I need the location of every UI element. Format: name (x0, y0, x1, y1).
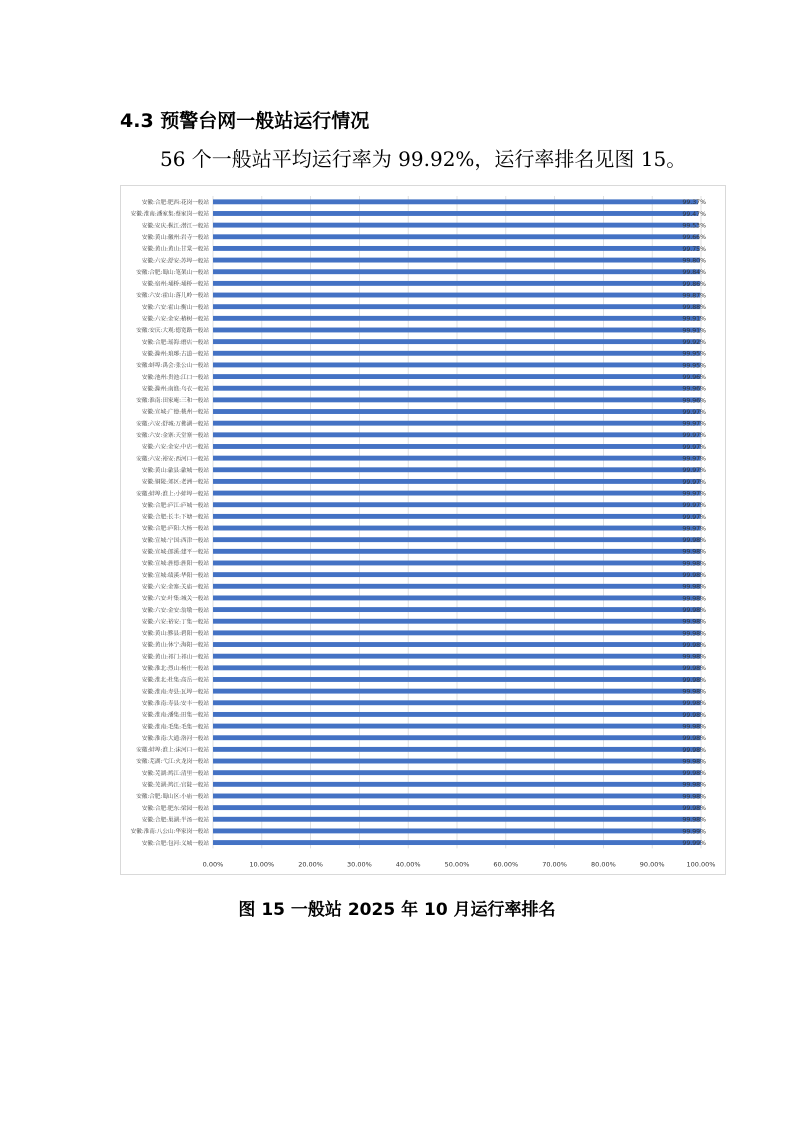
bar (213, 351, 701, 356)
bar (213, 677, 701, 682)
bar (213, 712, 701, 717)
bar (213, 223, 699, 228)
data-label: 99.53% (682, 222, 706, 230)
data-label: 99.97% (682, 525, 706, 533)
category-label: 安徽:蚌埠:淮上:沫河口一般站 (136, 747, 209, 754)
x-tick-label: 40.00% (395, 860, 421, 869)
data-label: 99.99% (682, 839, 706, 847)
data-label: 99.98% (682, 805, 706, 813)
category-label: 安徽:合肥:蜀山区:小庙一般站 (136, 794, 209, 801)
data-label: 99.98% (682, 746, 706, 754)
data-label: 99.98% (682, 688, 706, 696)
category-label: 安徽:六安:舒安:苏埠一般站 (141, 258, 209, 265)
data-label: 99.97% (682, 478, 706, 486)
chart-container (120, 185, 726, 875)
bar (213, 258, 700, 263)
bar (213, 397, 701, 402)
data-label: 99.97% (682, 455, 706, 463)
ranking-bar-chart (121, 186, 725, 874)
data-label: 99.97% (682, 408, 706, 416)
bar (213, 502, 701, 507)
bar (213, 654, 701, 659)
data-label: 99.84% (682, 269, 706, 277)
category-label: 安徽:滁州:南谯:乌衣一般站 (141, 386, 209, 393)
bar (213, 607, 701, 612)
category-label: 安徽:淮南:寿县:瓦埠一般站 (141, 689, 209, 696)
bar (213, 561, 701, 566)
data-label: 99.98% (682, 583, 706, 591)
data-label: 99.95% (682, 362, 706, 370)
bar (213, 432, 701, 437)
data-label: 99.47% (682, 210, 706, 218)
category-label: 安徽:六安:裕安:丁集一般站 (141, 619, 209, 626)
intro-paragraph: 56 个一般站平均运行率为 99.92%，运行率排名见图 15。 (160, 147, 687, 171)
bar (213, 386, 701, 391)
data-label: 99.91% (682, 315, 706, 323)
data-label: 99.98% (682, 560, 706, 568)
data-label: 99.98% (682, 700, 706, 708)
x-tick-label: 60.00% (493, 860, 519, 869)
bar (213, 328, 701, 333)
data-label: 99.98% (682, 537, 706, 545)
x-tick-label: 90.00% (639, 860, 665, 869)
data-label: 99.98% (682, 630, 706, 638)
data-label: 99.98% (682, 781, 706, 789)
data-label: 99.75% (682, 245, 706, 253)
category-label: 安徽:宣城:郎溪:建平一般站 (141, 549, 209, 556)
bar (213, 805, 701, 810)
bar (213, 817, 701, 822)
category-label: 安徽:淮南:潘家集:蔡家岗一般站 (130, 211, 209, 218)
category-label: 安徽:合肥:长丰:下塘一般站 (141, 514, 209, 521)
bar (213, 549, 701, 554)
bar (213, 526, 701, 531)
data-label: 99.98% (682, 735, 706, 743)
data-label: 99.98% (682, 816, 706, 824)
section-heading: 4.3 预警台网一般站运行情况 (120, 110, 370, 132)
category-label: 安徽:合肥:蜀山:笔架山一般站 (136, 269, 209, 276)
category-label: 安徽:铜陵:郊区:老洲一般站 (141, 479, 209, 486)
category-label: 安徽:合肥:庐阳:大杨一般站 (141, 526, 209, 533)
data-label: 99.98% (682, 723, 706, 731)
category-label: 安徽:六安:金安:中店一般站 (141, 444, 209, 451)
data-label: 99.98% (682, 758, 706, 766)
data-label: 99.37% (682, 199, 706, 207)
bar (213, 514, 701, 519)
data-label: 99.98% (682, 548, 706, 556)
bar (213, 362, 701, 367)
data-label: 99.97% (682, 502, 706, 510)
category-label: 安徽:宣城:旌德:旌阳一般站 (141, 561, 209, 568)
data-label: 99.96% (682, 397, 706, 405)
bar (213, 770, 701, 775)
bar (213, 665, 701, 670)
data-label: 99.87% (682, 292, 706, 300)
bar (213, 304, 700, 309)
category-label: 安徽:芜湖:鸠江:清里一般站 (141, 770, 209, 777)
category-label: 安徽:蚌埠:淮上:小蚌埠一般站 (136, 491, 209, 498)
category-label: 安徽:宣城:广德:桃州一般站 (141, 409, 209, 416)
x-tick-label: 10.00% (249, 860, 275, 869)
bar (213, 759, 701, 764)
bar (213, 840, 701, 845)
x-tick-label: 80.00% (591, 860, 616, 869)
data-label: 99.97% (682, 467, 706, 475)
data-label: 99.97% (682, 513, 706, 521)
bar (213, 642, 701, 647)
category-label: 安徽:黄山:黟县:碧阳一般站 (141, 631, 209, 638)
x-tick-label: 70.00% (542, 860, 567, 869)
data-label: 99.98% (682, 641, 706, 649)
data-label: 99.99% (682, 828, 706, 836)
bar (213, 619, 701, 624)
data-label: 99.80% (682, 257, 706, 265)
category-label: 安徽:宣城:绩溪:华阳一般站 (141, 572, 209, 579)
category-label: 安徽:安庆:枞江:潜江一般站 (141, 223, 209, 230)
data-label: 99.98% (682, 711, 706, 719)
x-tick-label: 0.00% (202, 860, 224, 869)
data-label: 99.86% (682, 280, 706, 288)
bar (213, 782, 701, 787)
bar (213, 269, 700, 274)
category-label: 安徽:淮北:烈山:杨庄一般站 (141, 666, 209, 673)
category-label: 安徽:黄山:歙县:歙城一般站 (141, 467, 209, 474)
data-label: 99.92% (682, 339, 706, 347)
bar (213, 828, 701, 833)
category-label: 安徽:安庆:大观:德宽路一般站 (136, 328, 209, 335)
category-label: 安徽:黄山:祁门:祁山一般站 (141, 654, 209, 661)
category-label: 安徽:蚌埠:禹会:张公山一般站 (136, 363, 209, 370)
category-label: 安徽:六安:叶集:城关一般站 (141, 596, 209, 603)
bar (213, 246, 700, 251)
category-label: 安徽:合肥:巢湖:半汤一般站 (141, 817, 209, 824)
category-label: 安徽:合肥:庐江:庐城一般站 (141, 502, 209, 509)
data-label: 99.96% (682, 385, 706, 393)
figure-caption: 图 15 一般站 2025 年 10 月运行率排名 (238, 900, 556, 920)
bar (213, 584, 701, 589)
bar (213, 735, 701, 740)
x-tick-label: 20.00% (298, 860, 323, 869)
bar (213, 234, 699, 239)
bar (213, 421, 701, 426)
category-label: 安徽:六安:金安:翁墩一般站 (141, 607, 209, 614)
bar (213, 491, 701, 496)
category-label: 安徽:六安:霍山:落儿岭一般站 (136, 293, 209, 300)
bar (213, 211, 698, 216)
category-label: 安徽:淮北:杜集:高岳一般站 (141, 677, 209, 684)
bar (213, 199, 698, 204)
bar (213, 572, 701, 577)
data-label: 99.98% (682, 618, 706, 626)
bar (213, 374, 701, 379)
bar (213, 700, 701, 705)
category-label: 安徽:淮南:寿县:安丰一般站 (141, 700, 209, 707)
category-label: 安徽:六安:裕安:西河口一般站 (136, 456, 209, 463)
category-label: 安徽:淮南:潘集:田集一般站 (141, 712, 209, 719)
category-label: 安徽:淮南:毛集:毛集一般站 (141, 724, 209, 731)
data-label: 99.98% (682, 770, 706, 778)
category-label: 安徽:合肥:肥东:梁园一般站 (141, 805, 209, 812)
category-label: 安徽:六安:霍山:衡山一般站 (141, 304, 209, 311)
bar (213, 630, 701, 635)
x-tick-label: 100.00% (686, 860, 716, 869)
category-label: 安徽:滁州:琅琊:古道一般站 (141, 351, 209, 358)
category-label: 安徽:芜湖:弋江:火龙岗一般站 (136, 759, 209, 766)
bar (213, 747, 701, 752)
bar (213, 409, 701, 414)
data-label: 99.98% (682, 676, 706, 684)
category-label: 安徽:淮南:大通:洛河一般站 (141, 735, 209, 742)
category-label: 安徽:黄山:徽州:岩寺一般站 (141, 234, 209, 241)
category-label: 安徽:六安:金寨:天堂寨一般站 (136, 433, 209, 440)
category-label: 安徽:淮南:八公山:华家岗一般站 (130, 829, 209, 836)
bar (213, 281, 700, 286)
bar (213, 444, 701, 449)
bar (213, 316, 701, 321)
data-label: 99.95% (682, 350, 706, 358)
data-label: 99.91% (682, 327, 706, 335)
data-label: 99.88% (682, 304, 706, 312)
category-label: 安徽:黄山:休宁:海阳一般站 (141, 642, 209, 649)
bar (213, 293, 700, 298)
data-label: 99.97% (682, 432, 706, 440)
category-label: 安徽:合肥:包河:义城一般站 (141, 840, 209, 847)
category-label: 安徽:六安:金安:椿树一般站 (141, 316, 209, 323)
data-label: 99.98% (682, 793, 706, 801)
bar (213, 537, 701, 542)
category-label: 安徽:淮南:田家庵:三和一般站 (136, 398, 209, 405)
data-label: 99.98% (682, 595, 706, 603)
bar (213, 339, 701, 344)
bar (213, 794, 701, 799)
x-tick-label: 50.00% (444, 860, 470, 869)
data-label: 99.98% (682, 572, 706, 580)
data-label: 99.98% (682, 665, 706, 673)
data-label: 99.66% (682, 234, 706, 242)
data-label: 99.98% (682, 653, 706, 661)
data-label: 99.96% (682, 373, 706, 381)
category-label: 安徽:池州:贵池:江口一般站 (141, 374, 209, 381)
category-label: 安徽:合肥:瑶海:磨店一般站 (141, 339, 209, 346)
category-label: 安徽:六安:金寨:关庙一般站 (141, 584, 209, 591)
category-label: 安徽:宿州:埇桥:埇桥一般站 (141, 281, 209, 288)
bar (213, 689, 701, 694)
bar (213, 595, 701, 600)
category-label: 安徽:黄山:黄山:甘棠一般站 (141, 246, 209, 253)
data-label: 99.97% (682, 490, 706, 498)
bar (213, 456, 701, 461)
category-label: 安徽:芜湖:鸠江:官陡一般站 (141, 782, 209, 789)
bar (213, 479, 701, 484)
category-label: 安徽:六安:舒城:万佛湖一般站 (136, 421, 209, 428)
data-label: 99.98% (682, 606, 706, 614)
category-label: 安徽:合肥:肥西:花岗一般站 (141, 200, 209, 207)
data-label: 99.97% (682, 420, 706, 428)
category-label: 安徽:宣城:宁国:西津一般站 (141, 537, 209, 544)
bar (213, 724, 701, 729)
x-tick-label: 30.00% (347, 860, 372, 869)
data-label: 99.97% (682, 443, 706, 451)
bar (213, 467, 701, 472)
